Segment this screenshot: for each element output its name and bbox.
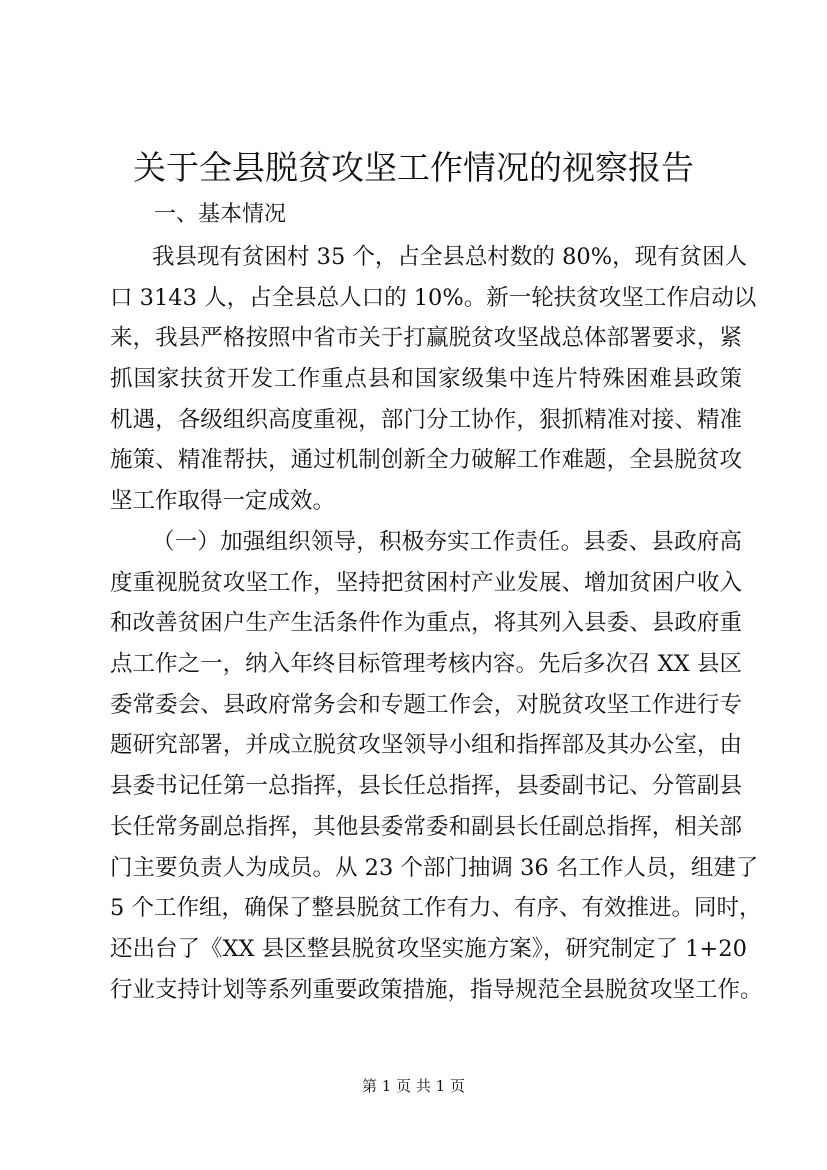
paragraph-basic-situation <box>110 237 757 522</box>
paragraph-line: 度重视脱贫攻坚工作，坚持把贫困村产业发展、增加贫困户收入 <box>110 569 742 596</box>
paragraph-line: （一）加强组织领导，积极夯实工作责任。县委、县政府高 <box>152 529 742 555</box>
document-title: 关于全县脱贫攻坚工作情况的视察报告 <box>133 148 694 187</box>
paragraph-line: 我县现有贫困村 35 个，占全县总村数的 80%，现有贫困人 <box>152 244 748 270</box>
paragraph-line: 县委书记任第一总指挥，县长任总指挥，县委副书记、分管副县 <box>110 773 742 800</box>
paragraph-line: 长任常务副总指挥，其他县委常委和副县长任副总指挥，相关部 <box>110 813 742 840</box>
paragraph-line: 门主要负责人为成员。从 23 个部门抽调 36 名工作人员，组建了 <box>110 854 759 881</box>
section-heading: 一、基本情况 <box>154 202 287 227</box>
paragraph-line: 还出台了《XX 县区整县脱贫攻坚实施方案》，研究制定了 1+20 <box>110 935 747 962</box>
paragraph-line: 机遇，各级组织高度重视，部门分工协作，狠抓精准对接、精准 <box>110 406 742 433</box>
page-footer: 第 1 页 共 1 页 <box>362 1077 465 1095</box>
paragraph-line: 抓国家扶贫开发工作重点县和国家级集中连片特殊困难县政策 <box>110 366 742 393</box>
paragraph-line: 口 3143 人，占全县总人口的 10%。新一轮扶贫攻坚工作启动以 <box>110 284 757 311</box>
paragraph-line: 5 个工作组，确保了整县脱贫工作有力、有序、有效推进。同时， <box>110 895 762 922</box>
paragraph-line: 坚工作取得一定成效。 <box>110 488 336 515</box>
paragraph-line: 行业支持计划等系列重要政策措施，指导规范全县脱贫攻坚工作。 <box>110 976 763 1003</box>
paragraph-line: 委常委会、县政府常务会和专题工作会，对脱贫攻坚工作进行专 <box>110 691 742 718</box>
paragraph-line: 点工作之一，纳入年终目标管理考核内容。先后多次召 XX 县区 <box>110 651 742 678</box>
paragraph-line: 来，我县严格按照中省市关于打赢脱贫攻坚战总体部署要求，紧 <box>110 325 742 352</box>
paragraph-organization-leadership <box>110 522 763 1010</box>
paragraph-line: 题研究部署，并成立脱贫攻坚领导小组和指挥部及其办公室，由 <box>110 732 742 759</box>
paragraph-line: 和改善贫困户生产生活条件作为重点，将其列入县委、县政府重 <box>110 610 742 637</box>
paragraph-line: 施策、精准帮扶，通过机制创新全力破解工作难题，全县脱贫攻 <box>110 447 742 474</box>
